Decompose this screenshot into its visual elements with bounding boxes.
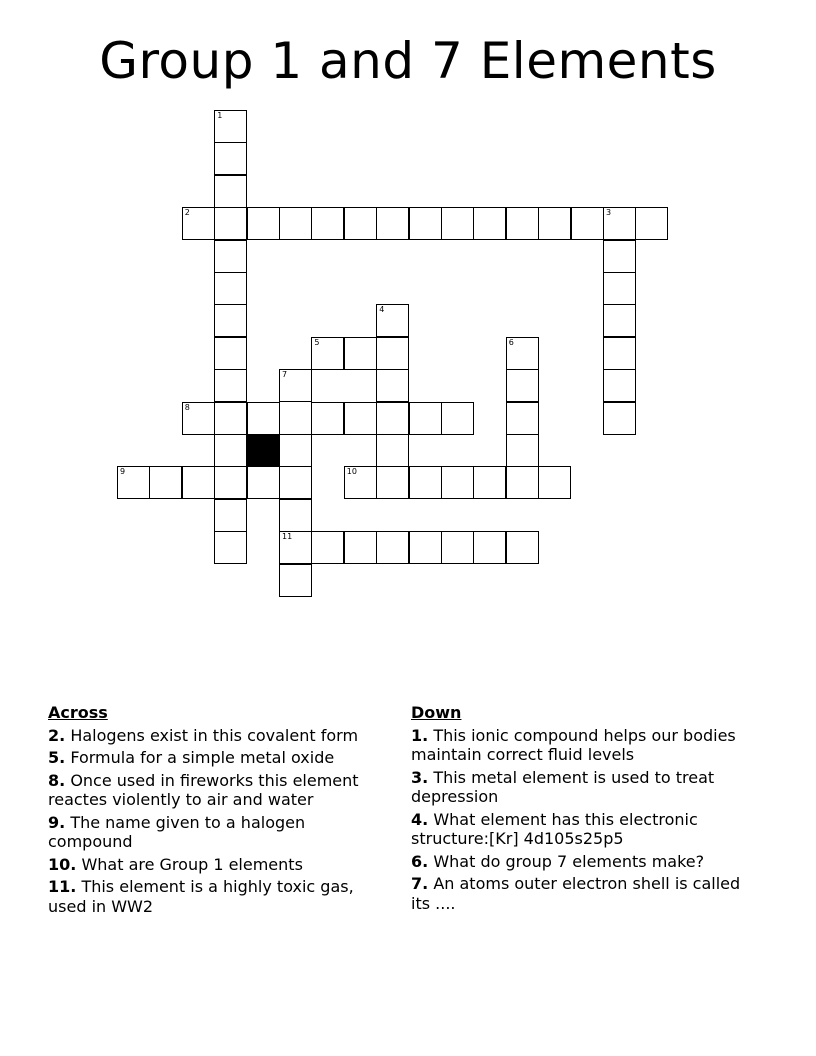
grid-cell[interactable]: [214, 434, 247, 467]
across-clue: [48, 726, 393, 746]
grid-cell[interactable]: [311, 207, 344, 240]
down-clues: [411, 703, 756, 916]
down-clue: [411, 726, 756, 765]
grid-block: [247, 434, 280, 467]
grid-cell[interactable]: [344, 207, 377, 240]
grid-cell[interactable]: [376, 531, 409, 564]
down-clue: [411, 852, 756, 872]
clue-text: This element is a highly toxic gas, used in WW2: [48, 877, 354, 916]
across-clue: [48, 748, 393, 768]
cell-number: 10: [346, 467, 357, 477]
grid-cell[interactable]: [311, 531, 344, 564]
down-clue: [411, 810, 756, 849]
grid-cell[interactable]: [376, 402, 409, 435]
grid-cell[interactable]: [506, 434, 539, 467]
grid-cell[interactable]: [279, 434, 312, 467]
grid-cell[interactable]: [279, 499, 312, 532]
clue-number: 5.: [48, 748, 66, 767]
grid-cell[interactable]: [376, 337, 409, 370]
grid-cell[interactable]: [247, 466, 280, 499]
grid-cell[interactable]: [311, 402, 344, 435]
clue-number: 9.: [48, 812, 66, 832]
cell-number: 5: [314, 337, 320, 347]
grid-cell[interactable]: [409, 531, 442, 564]
grid-cell[interactable]: [635, 207, 668, 240]
grid-cell[interactable]: [214, 369, 247, 402]
grid-cell[interactable]: [214, 142, 247, 175]
grid-cell[interactable]: [538, 466, 571, 499]
grid-cell[interactable]: [182, 402, 215, 435]
grid-cell[interactable]: [473, 207, 506, 240]
grid-cell[interactable]: [182, 466, 215, 499]
grid-cell[interactable]: [603, 240, 636, 273]
grid-cell[interactable]: [409, 466, 442, 499]
grid-cell[interactable]: [506, 531, 539, 564]
grid-cell[interactable]: [376, 207, 409, 240]
clue-number: 8.: [48, 770, 66, 790]
cell-number: 8: [184, 402, 190, 412]
grid-cell[interactable]: [441, 466, 474, 499]
grid-cell[interactable]: [538, 207, 571, 240]
grid-cell[interactable]: [214, 466, 247, 499]
down-clue: [411, 768, 756, 807]
grid-cell[interactable]: [214, 207, 247, 240]
across-clues: [48, 703, 393, 919]
grid-cell[interactable]: [409, 207, 442, 240]
grid-cell[interactable]: [473, 531, 506, 564]
grid-cell[interactable]: [376, 304, 409, 337]
grid-cell[interactable]: [376, 369, 409, 402]
grid-cell[interactable]: [344, 531, 377, 564]
cell-number: 2: [184, 208, 190, 218]
grid-cell[interactable]: [214, 110, 247, 143]
grid-cell[interactable]: [214, 304, 247, 337]
grid-cell[interactable]: [506, 402, 539, 435]
cell-number: 4: [379, 305, 385, 315]
clue-text: What do group 7 elements make?: [433, 851, 705, 871]
grid-cell[interactable]: [441, 531, 474, 564]
cell-number: 7: [282, 370, 288, 380]
clue-text: This metal element is used to treat depression: [411, 767, 715, 806]
grid-cell[interactable]: [279, 369, 312, 402]
grid-cell[interactable]: [214, 337, 247, 370]
clue-text: The name given to a halogen compound: [48, 812, 306, 851]
grid-cell[interactable]: [344, 466, 377, 499]
down-heading: Down: [411, 703, 462, 722]
clue-number: 3.: [411, 767, 429, 787]
grid-cell[interactable]: [473, 466, 506, 499]
grid-cell[interactable]: [603, 207, 636, 240]
grid-cell[interactable]: [506, 207, 539, 240]
clue-text: What are Group 1 elements: [81, 854, 303, 874]
grid-cell[interactable]: [344, 337, 377, 370]
grid-cell[interactable]: [376, 466, 409, 499]
grid-cell[interactable]: [603, 272, 636, 305]
cell-number: 9: [120, 467, 126, 477]
grid-cell[interactable]: [506, 337, 539, 370]
grid-cell[interactable]: [214, 531, 247, 564]
clue-number: 6.: [411, 851, 429, 871]
clue-number: 1.: [411, 725, 429, 745]
across-clue: [48, 877, 393, 916]
page-title: Group 1 and 7 Elements: [99, 32, 717, 90]
clue-text: What element has this electronic structure:[Kr] 4d105s25p5: [411, 809, 698, 848]
grid-cell[interactable]: [247, 207, 280, 240]
grid-cell[interactable]: [506, 369, 539, 402]
clue-number: 2.: [48, 725, 66, 745]
grid-cell[interactable]: [214, 175, 247, 208]
grid-cell[interactable]: [279, 207, 312, 240]
across-clue: [48, 855, 393, 875]
grid-cell[interactable]: [603, 337, 636, 370]
grid-cell[interactable]: [214, 272, 247, 305]
across-clue: [48, 771, 393, 810]
grid-cell[interactable]: [182, 207, 215, 240]
grid-cell[interactable]: [214, 402, 247, 435]
grid-cell[interactable]: [409, 402, 442, 435]
clue-text: Once used in fireworks this element reactes violently to air and water: [48, 770, 359, 809]
grid-cell[interactable]: [279, 531, 312, 564]
grid-cell[interactable]: [603, 304, 636, 337]
cell-number: 3: [606, 208, 612, 218]
grid-cell[interactable]: [214, 240, 247, 273]
grid-cell[interactable]: [344, 402, 377, 435]
cell-number: 11: [282, 532, 293, 542]
grid-cell[interactable]: [506, 466, 539, 499]
down-clue: [411, 874, 756, 913]
grid-cell[interactable]: [214, 499, 247, 532]
clue-text: Formula for a simple metal oxide: [70, 748, 335, 767]
grid-cell[interactable]: [279, 564, 312, 597]
grid-cell[interactable]: [311, 337, 344, 370]
cell-number: 1: [217, 111, 223, 120]
clue-number: 11.: [48, 877, 77, 896]
grid-cell[interactable]: [571, 207, 604, 240]
grid-cell[interactable]: [441, 207, 474, 240]
cell-number: 6: [508, 337, 514, 347]
clue-number: 4.: [411, 809, 429, 829]
grid-cell[interactable]: [149, 466, 182, 499]
grid-cell[interactable]: [247, 402, 280, 435]
across-clue: [48, 813, 393, 852]
grid-cell[interactable]: [279, 466, 312, 499]
clue-text: An atoms outer electron shell is called its ....: [411, 874, 741, 913]
grid-cell[interactable]: [603, 402, 636, 435]
grid-cell[interactable]: [117, 466, 150, 499]
clue-number: 10.: [48, 854, 77, 874]
grid-cell[interactable]: [441, 402, 474, 435]
clue-number: 7.: [411, 874, 429, 893]
clue-text: This ionic compound helps our bodies maintain correct fluid levels: [411, 725, 736, 764]
clue-text: Halogens exist in this covalent form: [70, 725, 359, 745]
across-heading: Across: [48, 703, 108, 722]
grid-cell[interactable]: [376, 434, 409, 467]
grid-cell[interactable]: [603, 369, 636, 402]
